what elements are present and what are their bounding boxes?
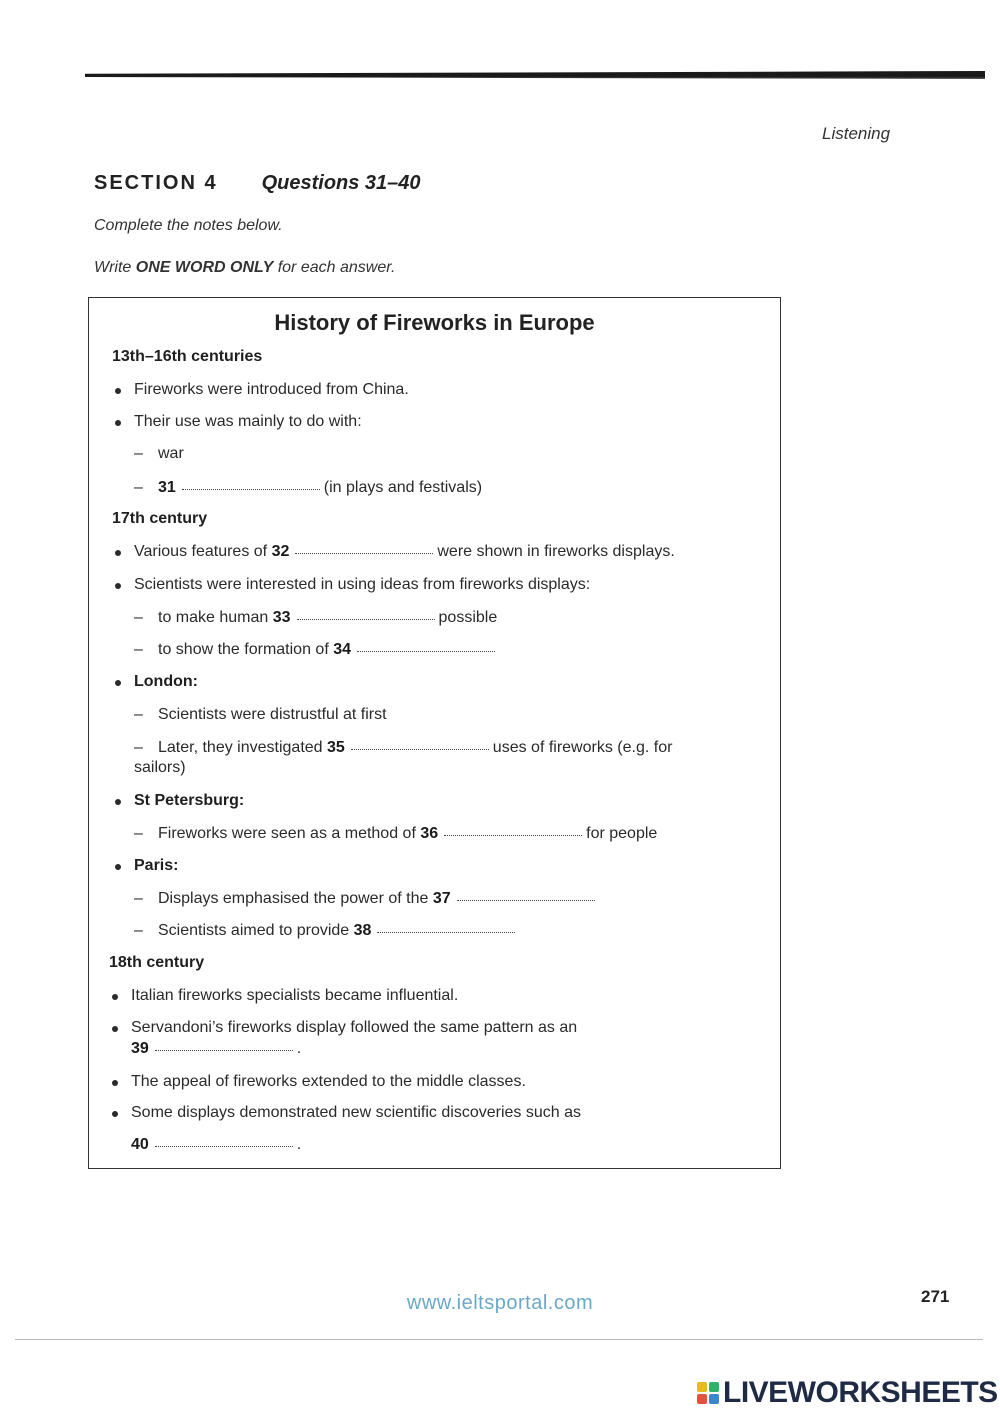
question-39 <box>131 1019 577 1037</box>
answer-blank-40[interactable] <box>155 1144 293 1147</box>
heading-paris: Paris: <box>134 857 179 874</box>
bottom-rule <box>15 1339 983 1340</box>
answer-blank-36[interactable] <box>444 833 582 836</box>
question-35-number: 35 <box>327 739 345 756</box>
question-32 <box>134 543 675 561</box>
question-34: – to show the formation of 34 <box>134 641 499 659</box>
section-label: SECTION 4 <box>94 172 218 194</box>
questions-label: Questions 31–40 <box>261 172 421 194</box>
liveworksheets-brand-text: LIVEWORKSHEETS <box>723 1376 998 1409</box>
question-40-before: Some displays demonstrated new scientific discoveries such as <box>131 1104 581 1121</box>
top-rule <box>85 71 985 79</box>
answer-blank-38[interactable] <box>377 930 515 933</box>
heading-17th-century: 17th century <box>112 510 208 527</box>
question-39-after: . <box>296 1040 302 1057</box>
war-text: war <box>158 445 184 462</box>
section-heading <box>94 172 421 195</box>
instruction-word-limit-post: for each answer. <box>273 259 396 276</box>
question-38-before: Scientists aimed to provide <box>158 922 354 939</box>
question-38-number: 38 <box>353 922 372 939</box>
question-40-answer-line <box>131 1136 301 1154</box>
page-number: 271 <box>921 1287 950 1306</box>
distrustful-text: Scientists were distrustful at first <box>158 706 387 723</box>
question-39-answer-line <box>131 1040 301 1058</box>
question-33-number: 33 <box>272 609 291 626</box>
question-35-before: Later, they investigated <box>158 739 327 756</box>
question-36: – Fireworks were seen as a method of 36 for people <box>134 825 658 842</box>
instruction-word-limit-bold: ONE WORD ONLY <box>135 259 274 276</box>
question-31-after: (in plays and festivals) <box>323 479 483 496</box>
question-36-after: for people <box>586 825 658 842</box>
question-40 <box>131 1104 581 1122</box>
question-38: – Scientists aimed to provide 38 <box>134 922 519 940</box>
question-34-before: to show the formation of <box>158 641 334 658</box>
notes-title: History of Fireworks in Europe <box>274 310 595 335</box>
bullet-middle-classes: The appeal of fireworks extended to the middle classes. <box>131 1073 526 1090</box>
sub-item-war: – war <box>134 445 184 462</box>
question-33-after: possible <box>438 609 498 626</box>
question-37-number: 37 <box>432 890 451 907</box>
question-35-continuation: sailors) <box>134 759 186 776</box>
question-36-before: Fireworks were seen as a method of <box>158 825 421 842</box>
answer-blank-39[interactable] <box>155 1048 293 1051</box>
answer-blank-37[interactable] <box>457 898 595 901</box>
running-head: Listening <box>822 124 891 143</box>
question-33-before: to make human <box>158 609 273 626</box>
bullet-introduced-from-china: Fireworks were introduced from China. <box>134 381 409 398</box>
question-32-before: Various features of <box>134 543 272 560</box>
instruction-word-limit <box>94 259 395 277</box>
heading-13th-16th-centuries: 13th–16th centuries <box>112 348 263 365</box>
instruction-complete-notes: Complete the notes below. <box>94 217 283 234</box>
instruction-word-limit-pre: Write <box>94 259 136 276</box>
answer-blank-33[interactable] <box>297 617 435 620</box>
question-37: – Displays emphasised the power of the 37 <box>134 890 599 908</box>
bullet-italian-specialists: Italian fireworks specialists became influential. <box>131 987 459 1004</box>
question-35: – Later, they investigated 35 uses of fireworks (e.g. for <box>134 739 673 756</box>
question-34-number: 34 <box>333 641 351 658</box>
bullet-scientists-interested: Scientists were interested in using ideas from fireworks displays: <box>134 576 591 593</box>
question-39-before: Servandoni’s fireworks display followed the same pattern as an <box>131 1019 578 1036</box>
question-31-number: 31 <box>158 479 176 496</box>
answer-blank-34[interactable] <box>357 649 495 652</box>
heading-london: London: <box>134 673 198 690</box>
heading-st-petersburg: St Petersburg: <box>134 792 245 809</box>
liveworksheets-logo <box>697 1376 998 1410</box>
question-36-number: 36 <box>420 825 439 842</box>
answer-blank-32[interactable] <box>295 551 433 554</box>
answer-blank-31[interactable] <box>182 487 320 490</box>
question-40-number: 40 <box>131 1136 149 1153</box>
sub-item-distrustful: – Scientists were distrustful at first <box>134 706 387 723</box>
heading-18th-century: 18th century <box>109 954 205 971</box>
bullet-use-mainly: Their use was mainly to do with: <box>134 413 362 430</box>
question-35-after: uses of fireworks (e.g. for <box>492 739 673 756</box>
question-37-before: Displays emphasised the power of the <box>158 890 433 907</box>
answer-blank-35[interactable] <box>351 747 489 750</box>
notes-box <box>88 297 781 1169</box>
question-32-number: 32 <box>271 543 290 560</box>
question-33: – to make human 33 possible <box>134 609 498 626</box>
question-31: – 31 (in plays and festivals) <box>134 479 483 496</box>
footer-url[interactable]: www.ieltsportal.com <box>406 1292 594 1314</box>
question-40-after: . <box>296 1136 302 1153</box>
liveworksheets-logo-icon <box>697 1382 719 1404</box>
question-39-number: 39 <box>131 1040 149 1057</box>
question-32-after: were shown in fireworks displays. <box>437 543 675 560</box>
